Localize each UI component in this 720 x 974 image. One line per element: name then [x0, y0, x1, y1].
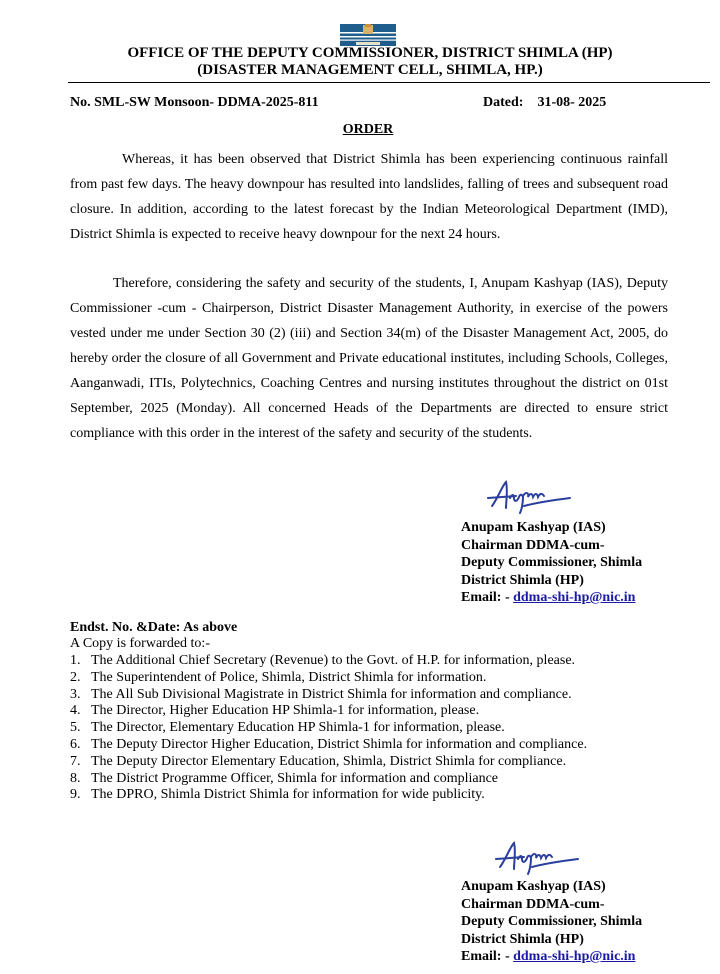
list-item: 2. The Superintendent of Police, Shimla, District Shimla for information.	[70, 669, 487, 685]
signatory-title-2: Deputy Commissioner, Shimla	[461, 555, 643, 570]
signatory-name: Anupam Kashyap (IAS)	[461, 879, 606, 894]
list-item: 9. The DPRO, Shimla District Shimla for information for wide publicity.	[70, 787, 485, 803]
signatory-title-2: Deputy Commissioner, Shimla	[461, 914, 643, 929]
order-title: ORDER	[342, 122, 394, 137]
copy-forwarded-intro: A Copy is forwarded to:-	[70, 636, 210, 651]
list-item: 7. The Deputy Director Elementary Education, Shimla, District Shimla for compliance.	[70, 753, 567, 769]
copy-recipient-list	[70, 653, 587, 804]
signatory-title-1: Chairman DDMA-cum-	[461, 896, 605, 912]
order-date	[483, 95, 606, 111]
handwritten-signature-icon	[492, 837, 582, 877]
list-item: 5. The Director, Elementary Education HP Shimla-1 for information, please.	[70, 720, 505, 736]
email-link[interactable]: ddma-shi-hp@nic.in	[513, 949, 636, 964]
reference-number: No. SML-SW Monsoon- DDMA-2025-811	[70, 95, 319, 110]
signatory-block	[461, 878, 642, 966]
signatory-email-row	[461, 589, 642, 607]
dated-label: Dated:	[483, 95, 524, 110]
signatory-title-3: District Shimla (HP)	[461, 572, 584, 588]
email-label: Email: -	[461, 590, 514, 605]
list-item: 3. The All Sub Divisional Magistrate in District Shimla for information and compliance.	[70, 686, 572, 702]
list-item: 8. The District Programme Officer, Shimla for information and compliance	[70, 770, 499, 786]
paragraph-whereas: Whereas, it has been observed that District Shimla has been experiencing continuous rainfall from past few days. The heavy downpour has resulted into landslides, falling of trees and subsequent road closure. In addition, according to the latest forecast by the Indian Meteorological Department (IMD), District Shimla is expected to receive heavy downpour for the next 24 hours.	[70, 152, 668, 242]
office-subtitle: (DISASTER MANAGEMENT CELL, SHIMLA, HP.)	[197, 62, 543, 78]
endorsement-heading: Endst. No. &Date: As above	[70, 620, 238, 635]
email-label: Email: -	[461, 949, 514, 964]
paragraph-therefore: Therefore, considering the safety and security of the students, I, Anupam Kashyap (IAS), Deputy Commissioner -cum - Chairperson, District Disaster Management Authority, in exercise of the powers vested under me under Section 30 (2) (iii) and Section 34(m) of the Disaster Management Act, 2005, do hereby order the closure of all Government and Private educational institutes, including Schools, Colleges, Aanganwadi, ITIs, Polytechnics, Coaching Centres and nursing institutes throughout the district on 01st September, 2025 (Monday). All concerned Heads of the Departments are directed to ensure strict compliance with this order in the interest of the safety and security of the students.	[70, 276, 668, 441]
signatory-block	[461, 519, 642, 607]
hp-government-emblem-icon	[340, 24, 396, 46]
handwritten-signature-icon	[484, 476, 574, 516]
email-link[interactable]: ddma-shi-hp@nic.in	[513, 590, 636, 605]
signatory-title-3: District Shimla (HP)	[461, 931, 584, 947]
signatory-title-1: Chairman DDMA-cum-	[461, 537, 605, 553]
signatory-name: Anupam Kashyap (IAS)	[461, 520, 606, 535]
list-item: 4. The Director, Higher Education HP Shimla-1 for information, please.	[70, 703, 480, 719]
dated-value: 31-08- 2025	[537, 95, 607, 110]
signatory-email-row	[461, 948, 642, 966]
list-item: 1. The Additional Chief Secretary (Revenue) to the Govt. of H.P. for information, please.	[70, 653, 576, 668]
office-title: OFFICE OF THE DEPUTY COMMISSIONER, DISTRICT SHIMLA (HP)	[127, 45, 613, 61]
list-item: 6. The Deputy Director Higher Education, District Shimla for information and compliance.	[70, 736, 588, 752]
header-divider	[68, 82, 710, 83]
